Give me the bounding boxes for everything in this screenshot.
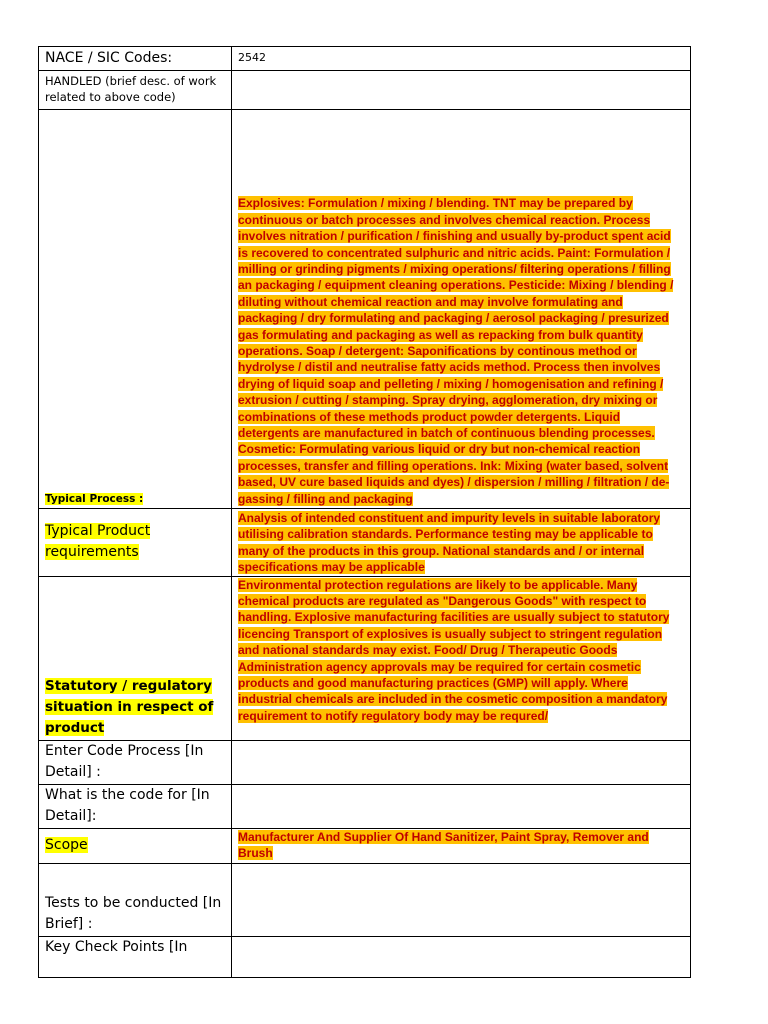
nace-value: 2542 [232, 47, 691, 71]
typical-process-cell [39, 110, 232, 509]
table-row [39, 936, 691, 977]
typical-product-cell [39, 509, 232, 577]
table-row [39, 863, 691, 936]
what-code-value [232, 784, 691, 828]
what-code-label: What is the code for [In Detail]: [39, 784, 232, 828]
enter-code-label: Enter Code Process [In Detail] : [39, 740, 232, 784]
table-row [39, 576, 691, 740]
typical-process-cell-value [232, 110, 691, 509]
statutory-cell-value [232, 576, 691, 740]
statutory-label: Statutory / regulatory situation in respect of product [45, 677, 214, 736]
table-row [39, 71, 691, 110]
typical-product-cell-value [232, 509, 691, 577]
typical-process-value: Explosives: Formulation / mixing / blending. TNT may be prepared by continuous or batch processes and involves chemical reaction. Process involves nitration / purification / finishing and usually by-product spent acid is recovered to concentrated sulphuric and nitric acids. Paint: Formulation / milling or grinding pigments / mixing operations/ filtering operations / filling an packaging / equipment cleaning operations. Pesticide: Mixing / blending / diluting without chemical reaction and may involve formulating and packaging / dry formulating and packaging / aerosol packaging / presurized gas formulating and packaging as well as repacking from bulk quantity operations. Soap / detergent: Saponifications by continous method or hydrolyse / distil and neutralise fatty acids method. Process then involves drying of liquid soap and pelleting / mixing / homogenisation and refining / extrusion / cutting / stamping. Spray drying, agglomeration, dry mixing or combinations of these methods product powder detergents. Liquid detergents are manufactured in batch of continuous blending processes. Cosmetic: Formulating various liquid or dry but non-chemical reaction processes, transfer and filling operations. Ink: Mixing (water based, solvent based, UV cure based liquids and dyes) / dispersion / milling / filtration / de-gassing / filling and packaging [238, 196, 674, 506]
typical-product-label: Typical Product requirements [45, 523, 151, 561]
code-form-table [38, 46, 691, 978]
scope-cell [39, 828, 232, 863]
typical-process-label: Typical Process : [45, 493, 144, 505]
enter-code-value [232, 740, 691, 784]
key-check-value [232, 936, 691, 977]
table-row [39, 784, 691, 828]
handled-label: HANDLED (brief desc. of work related to above code) [39, 71, 232, 110]
typical-product-value: Analysis of intended constituent and impurity levels in suitable laboratory utilising calibration standards. Performance testing may be applicable to many of the products in this group. National standards and / or internal specifications may be applicable [238, 511, 661, 575]
table-row [39, 509, 691, 577]
tests-label: Tests to be conducted [In Brief] : [39, 863, 232, 936]
scope-cell-value [232, 828, 691, 863]
scope-label: Scope [45, 837, 88, 854]
handled-value [232, 71, 691, 110]
table-row [39, 740, 691, 784]
table-row [39, 828, 691, 863]
tests-value [232, 863, 691, 936]
table-row [39, 110, 691, 509]
statutory-cell [39, 576, 232, 740]
scope-value: Manufacturer And Supplier Of Hand Sanitizer, Paint Spray, Remover and Brush [238, 829, 649, 861]
statutory-value: Environmental protection regulations are likely to be applicable. Many chemical products are regulated as "Dangerous Goods" with respect to handling. Explosive manufacturing facilities are usually subject to statutory licencing Transport of explosives is usually subject to stringent regulation and national standards may exist. Food/ Drug / Therapeutic Goods Administration agency approvals may be required for certain cosmetic products and good manufacturing practices (GMP) will apply. Where industrial chemicals are included in the cosmetic composition a mandatory requirement to notify regulatory body may be requred/ [238, 577, 670, 723]
nace-label: NACE / SIC Codes: [39, 47, 232, 71]
key-check-label: Key Check Points [In [39, 936, 232, 977]
table-row [39, 47, 691, 71]
